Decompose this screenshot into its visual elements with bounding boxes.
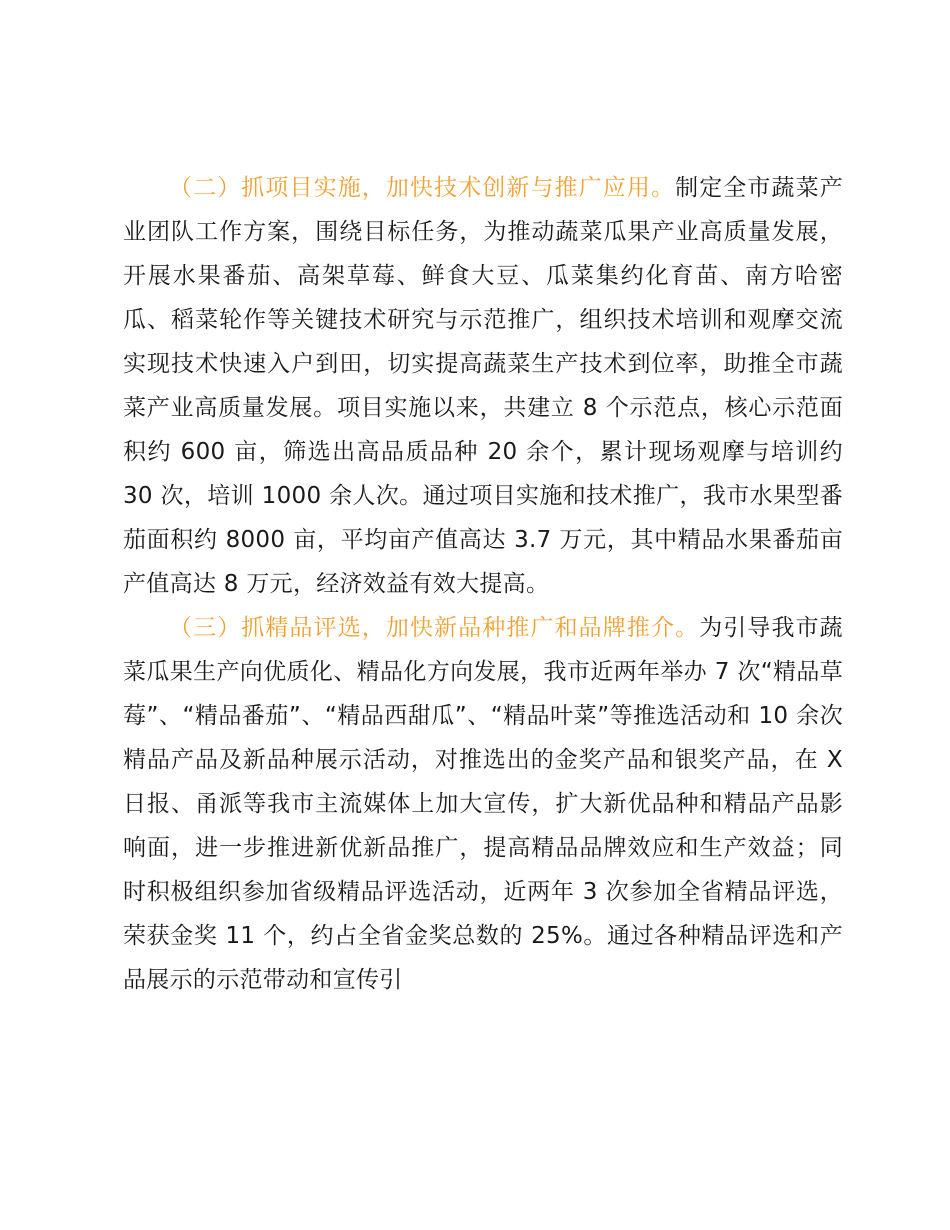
paragraph-heading: （三）抓精品评选，加快新品种推广和品牌推介。 (169, 615, 700, 641)
paragraph-project-implementation (123, 166, 843, 606)
paragraph-heading: （二）抓项目实施，加快技术创新与推广应用。 (169, 175, 676, 201)
paragraph-quality-selection (123, 606, 843, 1002)
paragraph-text: 为引导我市蔬菜瓜果生产向优质化、精品化方向发展，我市近两年举办 7 次“精品草莓”、“精品番茄”、“精品西甜瓜”、“精品叶菜”等推选活动和 10 余次精品产品及新品种展示活动，对推选出的金奖产品和银奖产品，在 X 日报、甬派等我市主流媒体上加大宣传，扩大新优品种和精品产品影响面，进一步推进新优新品推广，提高精品品牌效应和生产效益；同时积极组织参加省级精品评选活动，近两年 3 次参加全省精品评选，荣获金奖 11 个，约占全省金奖总数的 25%。通过各种精品评选和产品展示的示范带动和宣传引 (123, 615, 843, 993)
document-body (123, 166, 843, 1002)
paragraph-text: 制定全市蔬菜产业团队工作方案，围绕目标任务，为推动蔬菜瓜果产业高质量发展，开展水果番茄、高架草莓、鲜食大豆、瓜菜集约化育苗、南方哈密瓜、稻菜轮作等关键技术研究与示范推广，组织技术培训和观摩交流实现技术快速入户到田，切实提高蔬菜生产技术到位率，助推全市蔬菜产业高质量发展。项目实施以来，共建立 8 个示范点，核心示范面积约 600 亩，筛选出高品质品种 20 余个，累计现场观摩与培训约 30 次，培训 1000 余人次。通过项目实施和技术推广，我市水果型番茄面积约 8000 亩，平均亩产值高达 3.7 万元，其中精品水果番茄亩产值高达 8 万元，经济效益有效大提高。 (123, 175, 843, 597)
